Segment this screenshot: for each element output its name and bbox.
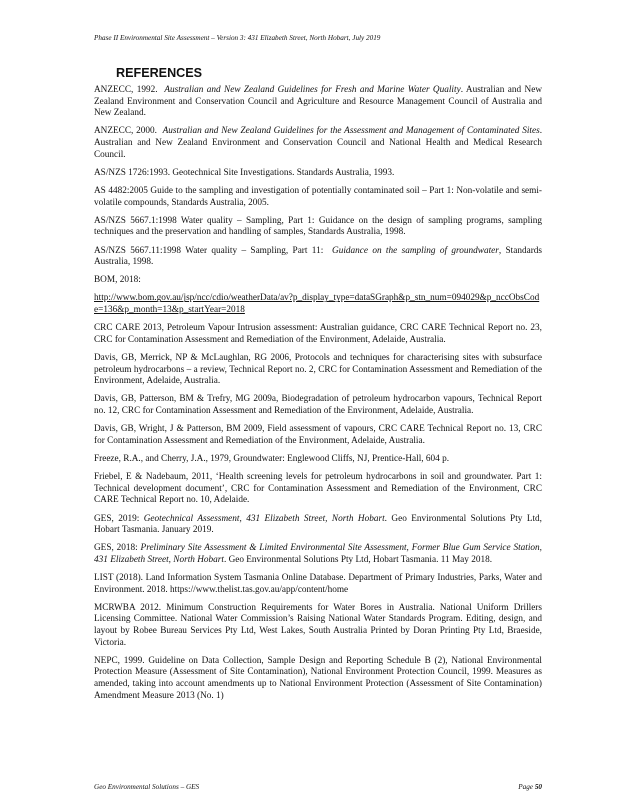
reference-ges-2018: GES, 2018: Preliminary Site Assessment & Limited Environmental Site Assessment, Former Blue Gum Service Station, 431 Elizabeth Street, North Hobart. Geo Environmental Solutions Pty Ltd, Hobart Tasmania. 11 May 2018. (94, 543, 542, 565)
reference-friebel-2011: Friebel, E & Nadebaum, 2011, ‘Health screening levels for petroleum hydrocarbons in soil and groundwater. Part 1: Technical development document’, CRC for Contamination Assessment and Remediation of the Environment, CRC CARE Technical Report no. 10, Adelaide. (94, 472, 542, 506)
reference-mcrwba-2012: MCRWBA 2012. Minimum Construction Requirements for Water Bores in Australia. National Uniform Drillers Licensing Committee. National Water Commission’s Raising National Water Standards Program. Editing, design, and layout by Robee Bureau Services Pty Ltd, West Lakes, South Australia Printed by Doran Printing Pty Ltd, Braeside, Victoria. (94, 602, 542, 648)
page-number: Page 50 (518, 783, 542, 791)
bom-weather-data-link[interactable]: http://www.bom.gov.au/jsp/ncc/cdio/weatherData/av?p_display_type=dataSGraph&p_stn_num=094029&p_nccObsCode=136&p_month=13&p_startYear=2018 (94, 293, 540, 316)
footer-company: Geo Environmental Solutions – GES (94, 783, 200, 791)
reference-as-5667-11: AS/NZS 5667.11:1998 Water quality – Sampling, Part 11: Guidance on the sampling of groundwater, Standards Australia, 1998. (94, 245, 543, 268)
reference-anzecc-1992: ANZECC, 1992. Australian and New Zealand Guidelines for Fresh and Marine Water Quality. Australian and New Zealand Environment and Conservation Council and Agriculture and Resource Management Council of Australia and New Zealand. (94, 85, 543, 119)
page-footer (94, 783, 542, 791)
reference-nepc-1999: NEPC, 1999. Guideline on Data Collection, Sample Design and Reporting Schedule B (2), National Environmental Protection Measure (Assessment of Site Contamination), National Environment Protection Council, 1999. Measures as amended, taking into account amendments up to National Environment Protection (Assessment of Site Contamination) Amendment Measure 2013 (No. 1) (94, 655, 542, 701)
reference-anzecc-2000: ANZECC, 2000. Australian and New Zealand Guidelines for the Assessment and Management of Contaminated Sites. Australian and New Zealand Environment and Conservation Council and National Health and Medical Research Council. (94, 126, 543, 160)
reference-davis-2006: Davis, GB, Merrick, NP & McLaughlan, RG 2006, Protocols and techniques for characterising sites with subsurface petroleum hydrocarbons – a review, Technical Report no. 2, CRC for Contamination Assessment and Remediation of the Environment, Adelaide, Australia. (94, 353, 542, 387)
reference-ges-2019: GES, 2019: Geotechnical Assessment, 431 Elizabeth Street, North Hobart. Geo Environmental Solutions Pty Ltd, Hobart Tasmania. January 2019. (94, 513, 542, 536)
reference-crc-care-2013: CRC CARE 2013, Petroleum Vapour Intrusion assessment: Australian guidance, CRC CARE Technical Report no. 23, CRC for Contamination Assessment and Remediation of the Environment, Adelaide, Australia. (94, 323, 542, 345)
reference-as-5667-1: AS/NZS 5667.1:1998 Water quality – Sampling, Part 1: Guidance on the design of sampling programs, sampling techniques and the preservation and handling of samples, Standards Australia, 1998. (94, 215, 542, 238)
references-list (94, 85, 542, 709)
reference-davis-2009a: Davis, GB, Patterson, BM & Trefry, MG 2009a, Biodegradation of petroleum hydrocarbon vapours, Technical Report no. 12, CRC for Contamination Assessment and Remediation of the Environment, Adelaide, Australia. (94, 394, 542, 416)
reference-bom: BOM, 2018: (94, 275, 141, 286)
references-heading: REFERENCES (116, 66, 203, 80)
reference-list-2018: LIST (2018). Land Information System Tasmania Online Database. Department of Primary Industries, Parks, Water and Environment. 2018. https://www.thelist.tas.gov.au/app/content/home (94, 573, 542, 595)
reference-bom-url (94, 293, 542, 316)
reference-davis-2009: Davis, GB, Wright, J & Patterson, BM 2009, Field assessment of vapours, CRC CARE Technical Report no. 13, CRC for Contamination Assessment and Remediation of the Environment, Adelaide, Australia. (94, 424, 542, 446)
reference-as-4482: AS 4482:2005 Guide to the sampling and investigation of potentially contaminated soil – Part 1: Non-volatile and semi-volatile compounds, Standards Australia, 2005. (94, 185, 542, 208)
reference-as-1726: AS/NZS 1726:1993. Geotechnical Site Investigations. Standards Australia, 1993. (94, 167, 395, 178)
page-header: Phase II Environmental Site Assessment – Version 3: 431 Elizabeth Street, North Hobart, July 2019 (94, 34, 381, 42)
reference-freeze-1979: Freeze, R.A., and Cherry, J.A., 1979, Groundwater: Englewood Cliffs, NJ, Prentice-Hall, 604 p. (94, 453, 450, 464)
